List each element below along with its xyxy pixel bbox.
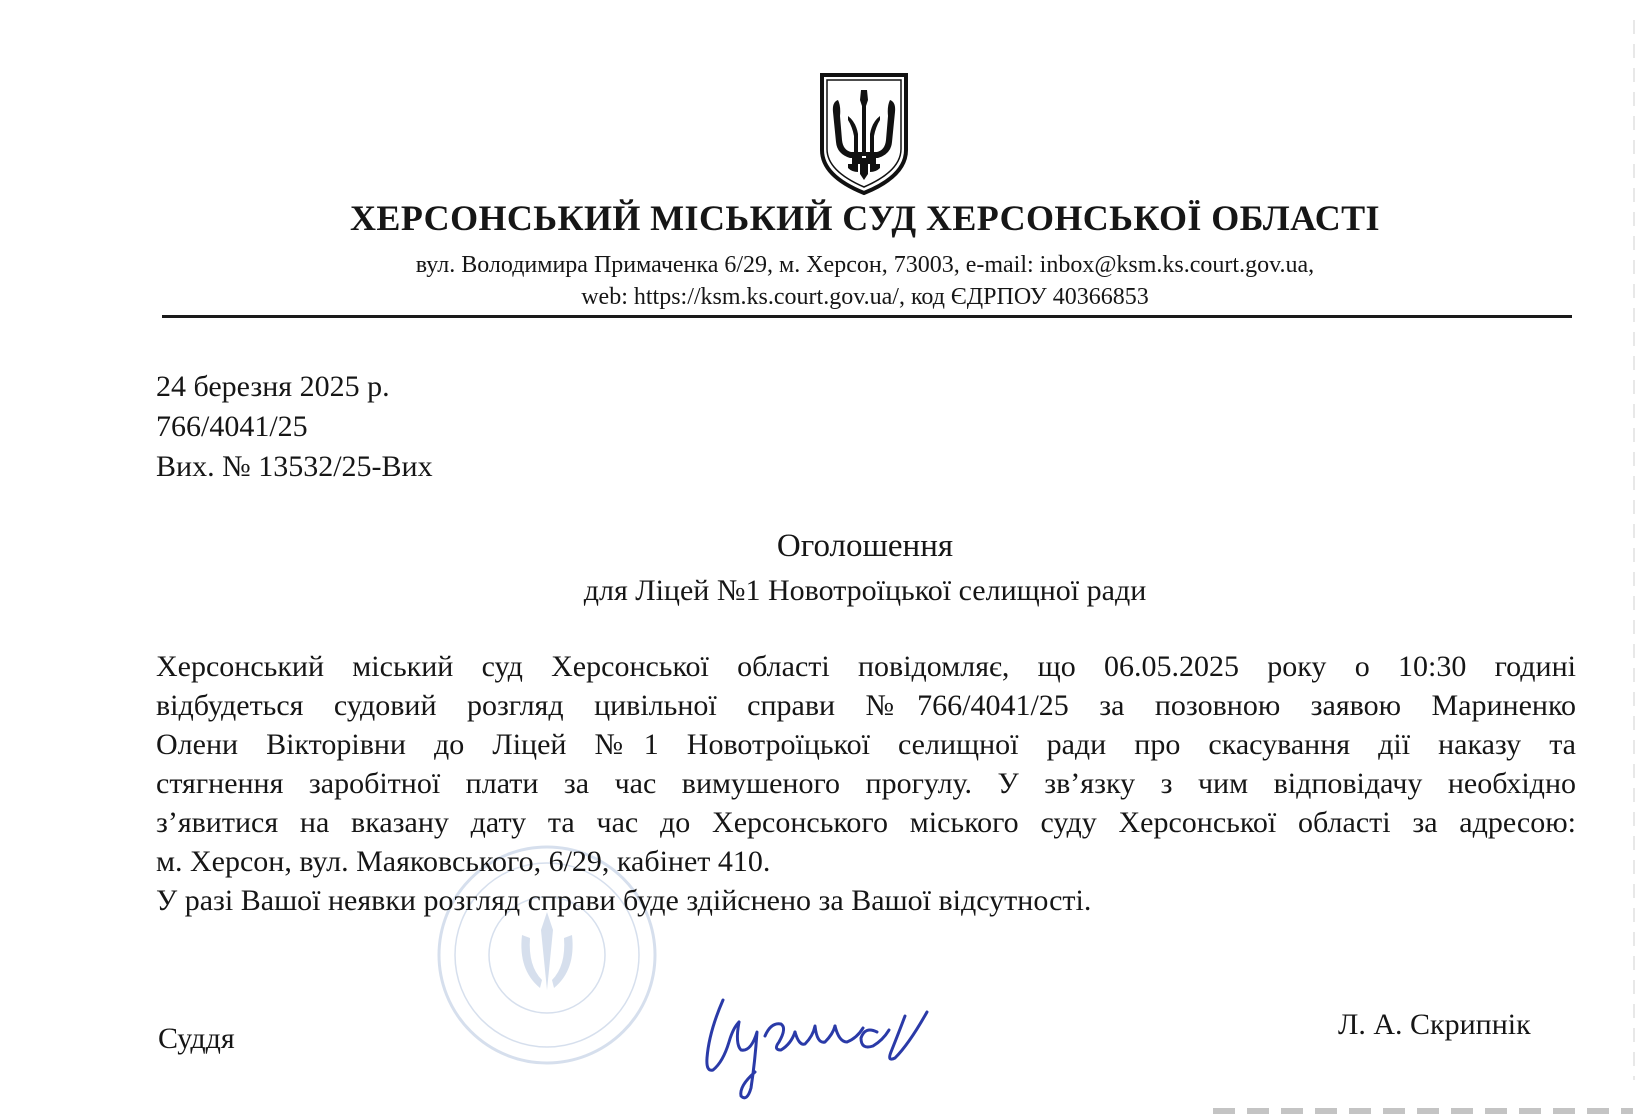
- notice-body-line: Олени Вікторівни до Ліцей №1 Новотроїцької селищної ради про скасування дії наказу та: [156, 728, 1576, 761]
- notice-recipient: для Ліцей №1 Новотроїцької селищної ради: [583, 574, 1147, 607]
- notice-body-line: стягнення заробітної плати за час вимушеного прогулу. У зв’язку з чим відповідачу необхідно: [156, 767, 1576, 800]
- notice-body-line: з’явитися на вказану дату та час до Херсонського міського суду Херсонської області за адресою:: [156, 806, 1576, 839]
- case-number: 766/4041/25: [156, 410, 308, 443]
- court-address-line2: web: https://ksm.ks.court.gov.ua/, код ЄДРПОУ 40366853: [581, 284, 1149, 310]
- court-address-line1: вул. Володимира Примаченка 6/29, м. Херсон, 73003, e-mail: inbox@ksm.ks.court.gov.ua,: [415, 252, 1315, 278]
- court-name-heading: ХЕРСОНСЬКИЙ МІСЬКИЙ СУД ХЕРСОНСЬКОЇ ОБЛАСТІ: [350, 198, 1380, 238]
- scan-bottom-artifact: [1213, 1108, 1633, 1114]
- notice-body-line: м. Херсон, вул. Маяковського, 6/29, кабінет 410.: [156, 845, 771, 878]
- notice-body-line: відбудеться судовий розгляд цивільної справи №766/4041/25 за позовною заявою Мариненко: [156, 689, 1576, 722]
- handwritten-signature-icon: [695, 992, 945, 1104]
- document-date: 24 березня 2025 р.: [156, 370, 390, 403]
- notice-body-line: Херсонський міський суд Херсонської області повідомляє, що 06.05.2025 року о 10:30 годині: [156, 650, 1576, 683]
- judge-name: Л. А. Скрипнік: [1338, 1008, 1531, 1041]
- trident-coat-of-arms-icon: [818, 72, 910, 196]
- outgoing-number: Вих. № 13532/25-Вих: [156, 450, 433, 483]
- notice-title: Оголошення: [776, 528, 954, 564]
- judge-title: Суддя: [158, 1022, 235, 1055]
- notice-body-line: У разі Вашої неявки розгляд справи буде здійснено за Вашої відсутності.: [156, 884, 1092, 917]
- header-divider: [162, 315, 1572, 318]
